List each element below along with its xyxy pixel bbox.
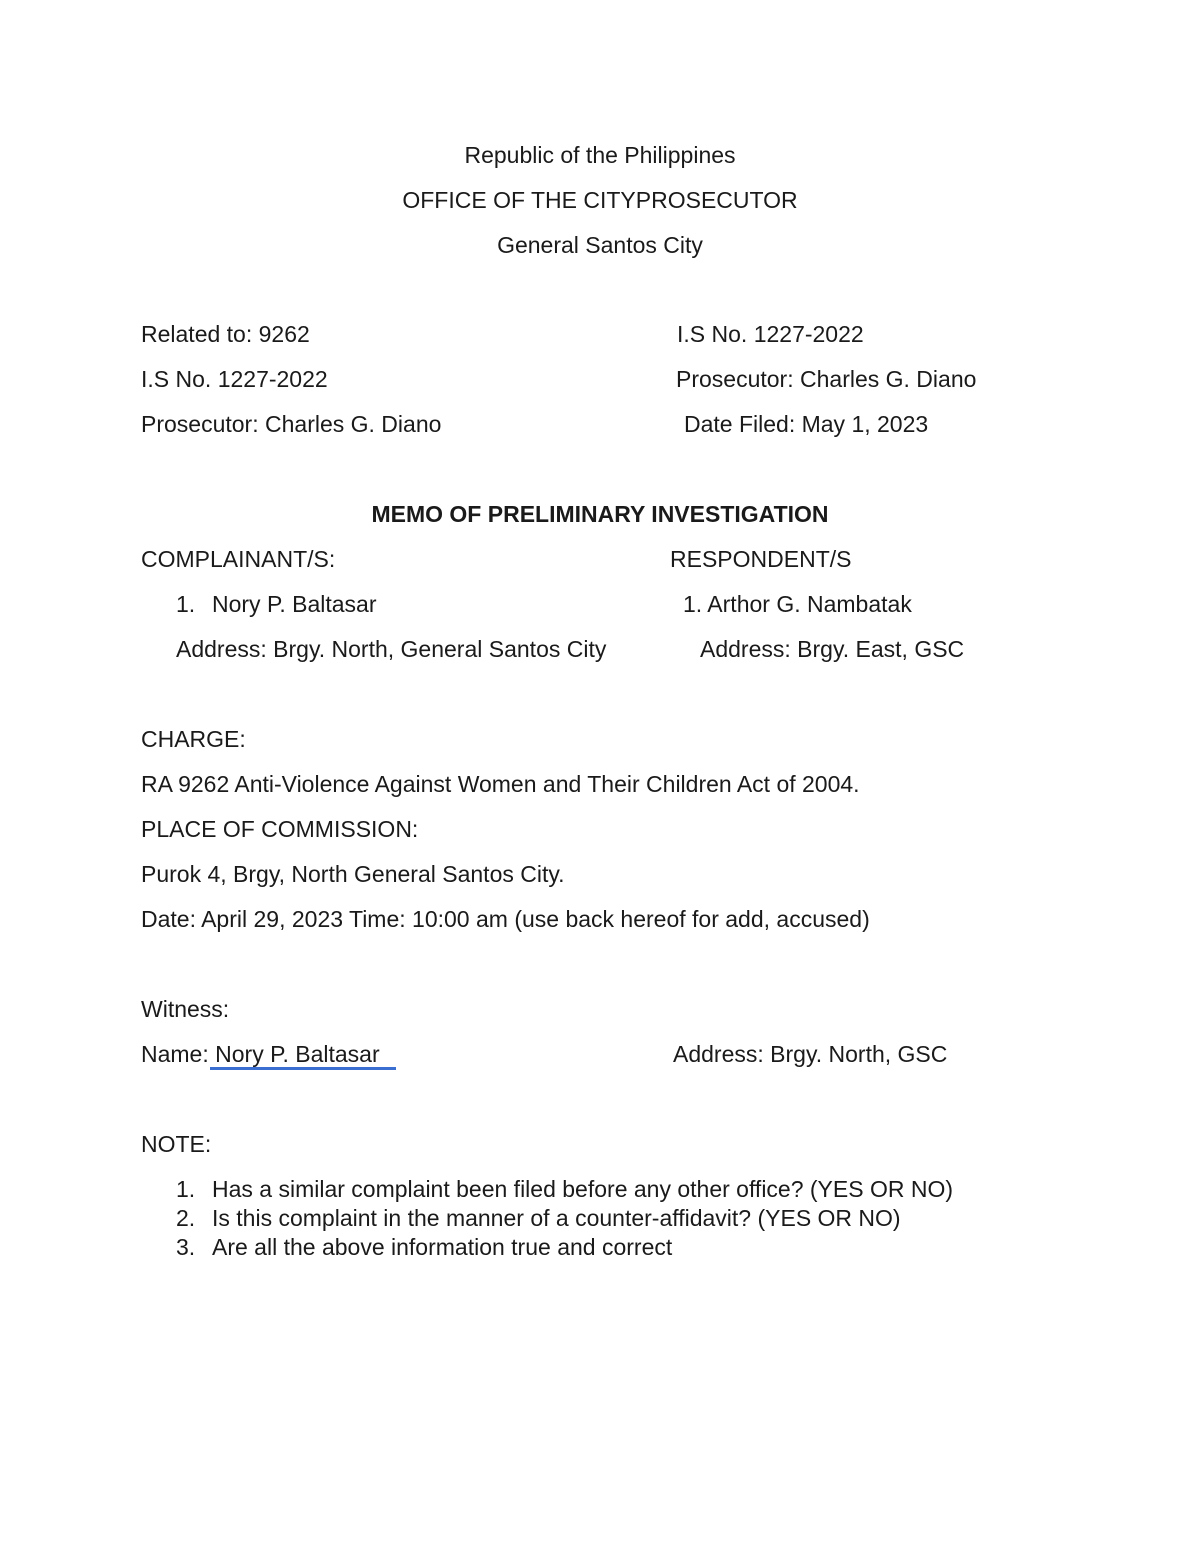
- witness-name-row: [141, 1040, 380, 1068]
- note-item-text: Is this complaint in the manner of a counter-affidavit? (YES OR NO): [212, 1205, 901, 1231]
- respondent-name: 1. Arthor G. Nambatak: [683, 591, 912, 617]
- date-time: Date: April 29, 2023 Time: 10:00 am (use back hereof for add, accused): [141, 906, 870, 932]
- place-text: Purok 4, Brgy, North General Santos City.: [141, 861, 565, 887]
- place-heading: PLACE OF COMMISSION:: [141, 816, 419, 842]
- memo-title: MEMO OF PRELIMINARY INVESTIGATION: [371, 501, 829, 527]
- header-office: OFFICE OF THE CITYPROSECUTOR: [402, 187, 798, 213]
- related-to: Related to: 9262: [141, 321, 310, 347]
- complainant-address: Address: Brgy. North, General Santos City: [176, 636, 607, 662]
- witness-address: Address: Brgy. North, GSC: [673, 1041, 948, 1067]
- is-number-right: I.S No. 1227-2022: [677, 321, 864, 347]
- header-republic: Republic of the Philippines: [464, 142, 736, 168]
- note-item-number: 3.: [176, 1234, 196, 1260]
- note-heading: NOTE:: [141, 1131, 212, 1157]
- witness-name-label: Name:: [141, 1041, 209, 1067]
- prosecutor-right: Prosecutor: Charles G. Diano: [676, 366, 977, 392]
- witness-heading: Witness:: [141, 996, 230, 1022]
- respondent-address: Address: Brgy. East, GSC: [700, 636, 965, 662]
- prosecutor-left: Prosecutor: Charles G. Diano: [141, 411, 442, 437]
- complainant-name: Nory P. Baltasar: [212, 591, 377, 617]
- witness-name-underline: [210, 1067, 396, 1070]
- header-city: General Santos City: [497, 232, 703, 258]
- complainant-number: 1.: [176, 591, 196, 617]
- witness-name-value: Nory P. Baltasar: [208, 1041, 380, 1067]
- note-item-number: 2.: [176, 1205, 196, 1231]
- charge-text: RA 9262 Anti-Violence Against Women and Their Children Act of 2004.: [141, 771, 860, 797]
- is-number-left: I.S No. 1227-2022: [141, 366, 328, 392]
- respondents-heading: RESPONDENT/S: [670, 546, 852, 572]
- note-item-text: Are all the above information true and correct: [212, 1234, 673, 1260]
- charge-heading: CHARGE:: [141, 726, 246, 752]
- complainants-heading: COMPLAINANT/S:: [141, 546, 336, 572]
- note-item-number: 1.: [176, 1176, 196, 1202]
- note-item-text: Has a similar complaint been filed before any other office? (YES OR NO): [212, 1176, 954, 1202]
- date-filed: Date Filed: May 1, 2023: [684, 411, 929, 437]
